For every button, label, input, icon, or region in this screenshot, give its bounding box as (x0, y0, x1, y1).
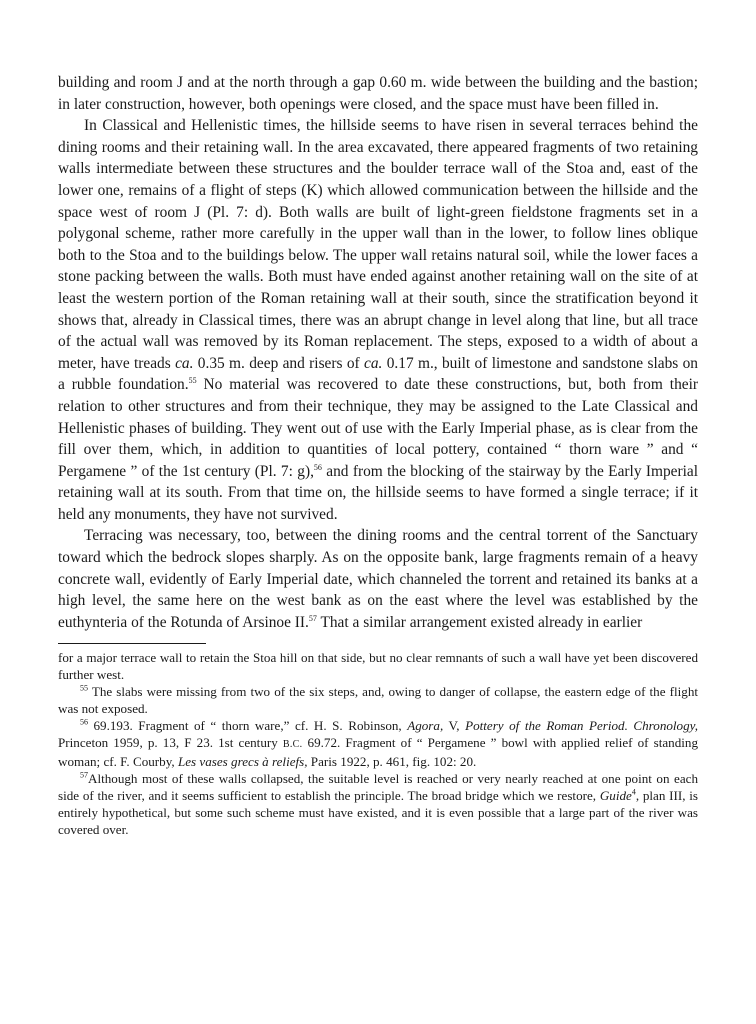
footnote-ref-57: 57 (308, 613, 317, 623)
footnote-text: V, (443, 718, 466, 734)
paragraph-3-text: That a similar arrangement existed already in earlier (316, 613, 643, 631)
footnote-text: 69.193. Fragment of “ thorn ware,” cf. H. S. Robinson, (88, 718, 408, 734)
footnote-number: 57 (80, 770, 88, 780)
footnote-55 (58, 684, 698, 718)
footnote-number: 55 (80, 683, 88, 693)
paragraph-1 (58, 72, 698, 115)
footnote-continuation (58, 650, 698, 684)
edition-superscript: 4 (631, 787, 636, 797)
footnote-text: The slabs were missing from two of the six steps, and, owing to danger of collapse, the eastern edge of the flight was not exposed. (58, 684, 698, 717)
footnote-57 (58, 771, 698, 839)
paragraph-2 (58, 115, 698, 525)
italic-ca: ca. (175, 354, 194, 372)
footnotes (58, 650, 698, 838)
paragraph-3-text: Terracing was necessary, too, between the dining rooms and the central torrent of the Sanctuary toward which the bedrock slopes sharply. As on the opposite bank, large fragments remain of a heavy concrete wall, evidently of Early Imperial date, which channeled the torrent and retained its banks at a high level, the same here on the west bank as on the east where the level was established by the euthynteria of the Rotunda of Arsinoe II. (58, 527, 698, 631)
citation-title: Les vases grecs à reliefs, (177, 753, 308, 769)
citation-title: Guide (599, 787, 632, 803)
page (58, 72, 698, 838)
footnote-text: Paris 1922, p. 461, fig. 102: 20. (307, 753, 477, 769)
paragraph-3 (58, 525, 698, 633)
footnote-continuation-text: for a major terrace wall to retain the Stoa hill on that side, but no clear remnants of such a wall have yet been discovered further west. (58, 650, 698, 683)
footnote-text: , plan III, is entirely hypothetical, but some such scheme must have existed, and it is even possible that a large part of the river was covered over. (58, 787, 698, 837)
footnote-ref-55: 55 (188, 376, 197, 386)
footnote-56 (58, 718, 698, 771)
footnote-text: Although most of these walls collapsed, the suitable level is reached or very nearly reached at one point on each side of the river, and it seems sufficient to establish the principle. The broad bridge which we restore, (58, 770, 698, 803)
footnote-ref-56: 56 (313, 462, 322, 472)
paragraph-2-text: In Classical and Hellenistic times, the hillside seems to have risen in several terraces behind the dining rooms and their retaining wall. In the area excavated, there appeared fragments of two retaining walls intermediate between these structures and the boulder terrace wall of the Stoa and, east of the lower one, remains of a flight of steps (K) which allowed communication between the hillside and the space west of room J (Pl. 7: d). Both walls are built of light-green fieldstone fragments set in a polygonal scheme, rather more carefully in the upper wall than in the lower, to follow lines oblique both to the Stoa and to the buildings below. The upper wall retains natural soil, while the lower faces a stone packing between the walls. Both must have ended against another retaining wall on the site of at least the western portion of the Roman retaining wall at their south, since the stratification beyond it shows that, already in Classical times, there was an abrupt change in level along that line, but all trace of the actual wall was removed by its Roman replacement. The steps, exposed to a width of about a meter, have treads (58, 117, 698, 372)
footnote-number: 56 (80, 717, 88, 727)
citation-title: Agora, (407, 718, 444, 734)
body-text (58, 72, 698, 633)
footnote-text: 69.72. Fragment of “ Pergamene ” bowl with applied relief of standing woman; cf. F. Courby, (58, 734, 699, 769)
paragraph-2-text: and from the blocking of the stairway by the Early Imperial retaining wall at its south. From that time on, the hillside seems to have formed a single terrace; if it held any monuments, they have not survived. (58, 462, 698, 523)
paragraph-2-text: 0.17 m., built of limestone and sandstone slabs on a rubble foundation. (58, 354, 698, 394)
paragraph-1-text: building and room J and at the north through a gap 0.60 m. wide between the building and the bastion; in later construction, however, both openings were closed, and the space must have been filled in. (58, 74, 698, 113)
era-abbreviation: B.C. (282, 738, 303, 750)
italic-ca: ca. (364, 354, 383, 372)
paragraph-2-text: 0.35 m. deep and risers of (193, 354, 364, 372)
footnote-divider (58, 643, 206, 644)
citation-title: Pottery of the Roman Period. Chronology, (465, 718, 699, 734)
paragraph-2-text: No material was recovered to date these constructions, but, both from their relation to other structures and from their technique, they may be assigned to the Late Classical and Hellenistic phases of building. They went out of use with the Early Imperial phase, as is clear from the fill over them, which, in addition to quantities of local pottery, contained “ thorn ware ” and “ Pergamene ” of the 1st century (Pl. 7: g), (58, 376, 699, 480)
footnote-text: Princeton 1959, p. 13, F 23. 1st century (58, 734, 283, 750)
